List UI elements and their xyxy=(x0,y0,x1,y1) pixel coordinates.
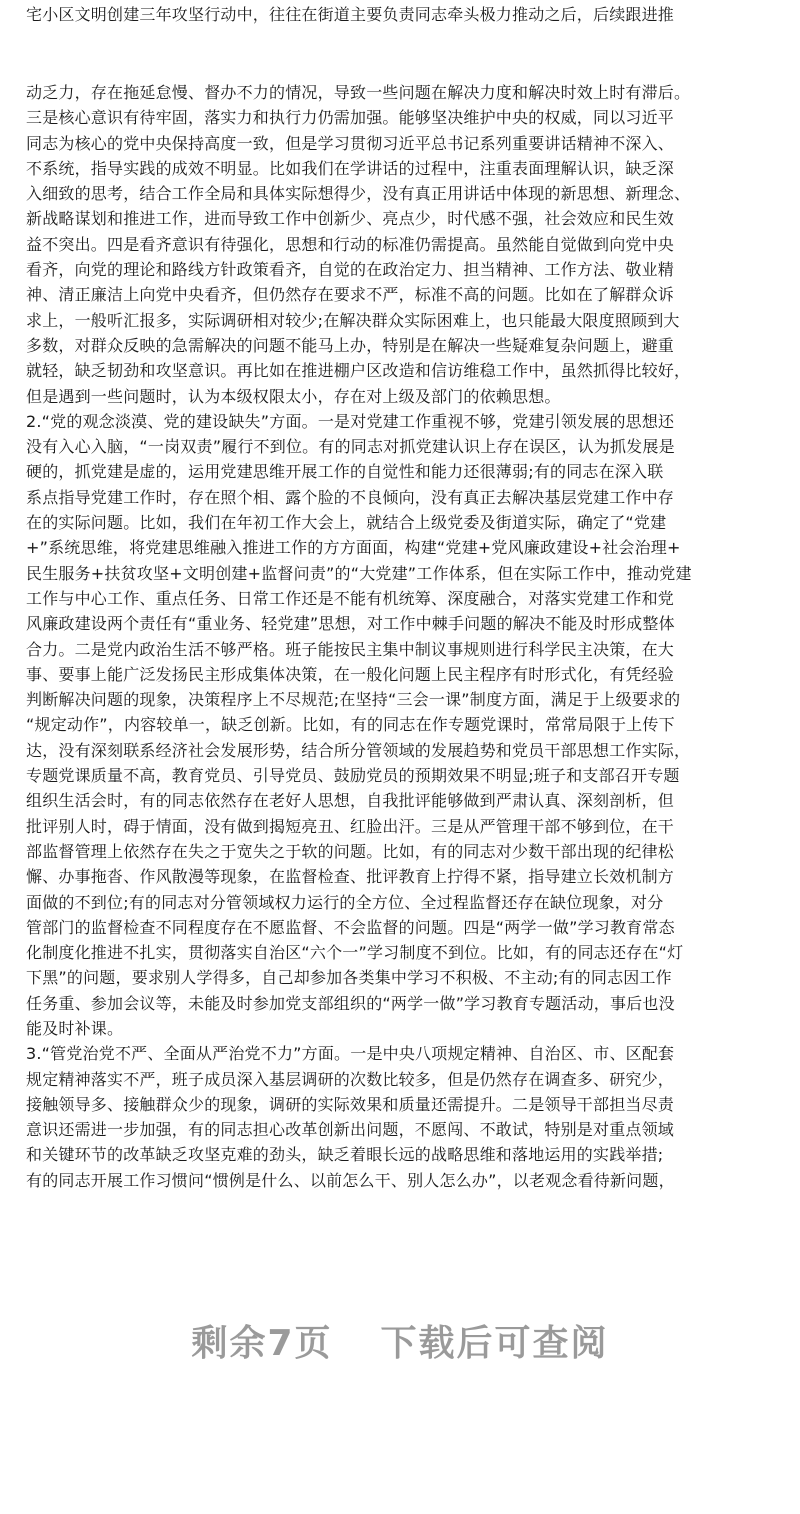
document-top-line: 宅小区文明创建三年攻坚行动中，往往在街道主要负责同志牵头极力推动之后，后续跟进推 xyxy=(26,5,675,24)
document-line: 接触领导多、接触群众少的现象，调研的实际效果和质量还需提升。二是领导干部担当尽责 xyxy=(26,1094,675,1114)
document-line: 和关键环节的改革缺乏攻坚克难的劲头，缺乏着眼长远的战略思维和落地运用的实践举措; xyxy=(26,1145,664,1165)
document-line: 同志为核心的党中央保持高度一致，但是学习贯彻习近平总书记系列重要讲话精神不深入、 xyxy=(26,133,675,153)
document-line: 在的实际问题。比如，我们在年初工作大会上，就结合上级党委及街道实际，确定了“党建 xyxy=(26,513,667,533)
download-hint-label: 下载后可查阅 xyxy=(380,1322,609,1364)
document-line: 判断解决问题的现象，决策程序上不尽规范;在坚持“三会一课”制度方面，满足于上级要求的 xyxy=(26,690,681,710)
document-line: 能及时补课。 xyxy=(26,1018,124,1038)
document-line: 任务重、参加会议等，未能及时参加党支部组织的“两学一做”学习教育专题活动，事后也没 xyxy=(26,993,675,1013)
remaining-pages-label: 剩余7页 xyxy=(191,1322,333,1364)
document-line: 3.“管党治党不严、全面从严治党不力”方面。一是中央八项规定精神、自治区、市、区配套 xyxy=(26,1044,675,1064)
document-line: 系点指导党建工作时，存在照个相、露个脸的不良倾向，没有真正去解决基层党建工作中存 xyxy=(26,487,675,507)
document-line: +”系统思维，将党建思维融入推进工作的方方面面，构建“党建+党风廉政建设+社会治理+ xyxy=(26,538,681,558)
document-line: 但是遇到一些问题时，认为本级权限太小，存在对上级及部门的依赖思想。 xyxy=(26,386,561,406)
document-line: 看齐，向党的理论和路线方针政策看齐，自觉的在政治定力、担当精神、工作方法、敬业精 xyxy=(26,260,675,280)
document-line: 多数，对群众反映的急需解决的问题不能马上办，特别是在解决一些疑难复杂问题上，避重 xyxy=(26,335,675,355)
document-line: 管部门的监督检查不同程度存在不愿监督、不会监督的问题。四是“两学一做”学习教育常态 xyxy=(26,917,675,937)
document-line: 新战略谋划和推进工作，进而导致工作中创新少、亮点少，时代感不强，社会效应和民生效 xyxy=(26,209,675,229)
document-line: 益不突出。四是看齐意识有待强化，思想和行动的标准仍需提高。虽然能自觉做到向党中央 xyxy=(26,234,675,254)
document-line: 硬的，抓党建是虚的，运用党建思维开展工作的自觉性和能力还很薄弱;有的同志在深入联 xyxy=(26,462,664,482)
document-line: 懈、办事拖沓、作风散漫等现象，在监督检查、批评教育上拧得不紧，指导建立长效机制方 xyxy=(26,867,675,887)
document-line: 入细致的思考，结合工作全局和具体实际想得少，没有真正用讲话中体现的新思想、新理念、 xyxy=(26,184,691,204)
document-body xyxy=(26,80,778,1193)
document-line: 达，没有深刻联系经济社会发展形势，结合所分管领域的发展趋势和党员干部思想工作实际， xyxy=(26,740,691,760)
document-line: 批评别人时，碍于情面，没有做到揭短亮丑、红脸出汗。三是从严管理干部不够到位，在干 xyxy=(26,816,675,836)
document-line: 下黑”的问题，要求别人学得多，自己却参加各类集中学习不积极、不主动;有的同志因工作 xyxy=(26,968,672,988)
document-line: 合力。二是党内政治生活不够严格。班子能按民主集中制议事规则进行科学民主决策，在大 xyxy=(26,639,675,659)
document-line: 没有入心入脑，“一岗双责”履行不到位。有的同志对抓党建认识上存在误区，认为抓发展是 xyxy=(26,437,675,457)
document-line: 事、要事上能广泛发扬民主形成集体决策，在一般化问题上民主程序有时形式化，有凭经验 xyxy=(26,664,675,684)
document-line: 三是核心意识有待牢固，落实力和执行力仍需加强。能够坚决维护中央的权威，同以习近平 xyxy=(26,108,675,128)
download-notice[interactable] xyxy=(0,1305,800,1375)
document-line: “规定动作”，内容较单一，缺乏创新。比如，有的同志在作专题党课时，常常局限于上传下 xyxy=(26,715,675,735)
document-line: 动乏力，存在拖延怠慢、督办不力的情况，导致一些问题在解决力度和解决时效上时有滞后。 xyxy=(26,83,691,102)
document-line: 组织生活会时，有的同志依然存在老好人思想，自我批评能够做到严肃认真、深刻剖析，但 xyxy=(26,791,675,811)
document-line: 有的同志开展工作习惯问“惯例是什么、以前怎么干、别人怎么办”，以老观念看待新问题， xyxy=(26,1170,675,1190)
document-line: 工作与中心工作、重点任务、日常工作还是不能有机统筹、深度融合，对落实党建工作和党 xyxy=(26,588,675,608)
document-line: 面做的不到位;有的同志对分管领域权力运行的全方位、全过程监督还存在缺位现象，对分 xyxy=(26,892,664,912)
document-line: 不系统，指导实践的成效不明显。比如我们在学讲话的过程中，注重表面理解认识，缺乏深 xyxy=(26,158,675,178)
document-line: 神、清正廉洁上向党中央看齐，但仍然存在要求不严，标准不高的问题。比如在了解群众诉 xyxy=(26,285,675,305)
document-line: 就轻，缺乏韧劲和攻坚意识。再比如在推进棚户区改造和信访维稳工作中，虽然抓得比较好， xyxy=(26,361,691,381)
document-line: 2.“党的观念淡漠、党的建设缺失”方面。一是对党建工作重视不够，党建引领发展的思想还 xyxy=(26,411,675,431)
document-line: 意识还需进一步加强，有的同志担心改革创新出问题，不愿闯、不敢试，特别是对重点领域 xyxy=(26,1120,675,1140)
document-line: 民生服务+扶贫攻坚+文明创建+监督问责”的“大党建”工作体系，但在实际工作中，推动党建 xyxy=(26,563,692,583)
document-line: 化制度化推进不扎实，贯彻落实自治区“六个一”学习制度不到位。比如，有的同志还存在“灯 xyxy=(26,943,684,963)
document-line: 规定精神落实不严，班子成员深入基层调研的次数比较多，但是仍然存在调查多、研究少， xyxy=(26,1069,675,1089)
document-line: 专题党课质量不高，教育党员、引导党员、鼓励党员的预期效果不明显;班子和支部召开专题 xyxy=(26,766,680,786)
document-line: 风廉政建设两个责任有“重业务、轻党建”思想，对工作中棘手问题的解决不能及时形成整体 xyxy=(26,614,675,634)
document-line: 部监督管理上依然存在失之于宽失之于软的问题。比如，有的同志对少数干部出现的纪律松 xyxy=(26,841,675,861)
document-line: 求上，一般听汇报多，实际调研相对较少;在解决群众实际困难上，也只能最大限度照顾到大 xyxy=(26,310,680,330)
